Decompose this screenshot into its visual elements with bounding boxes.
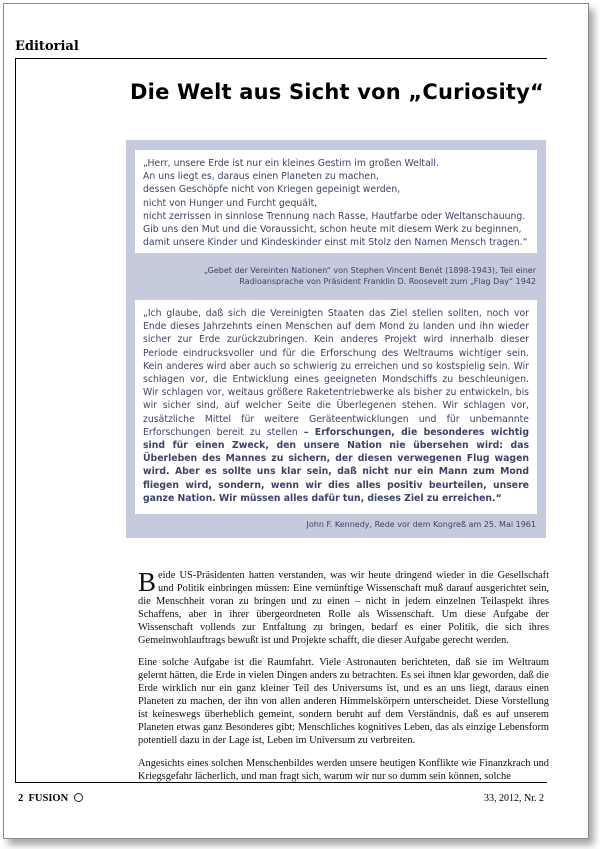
article-title: Die Welt aus Sicht von „Curiosity“ [130, 80, 544, 104]
top-rule [15, 58, 547, 59]
quote-prayer-text [135, 150, 537, 249]
quote-kennedy-attribution: John F. Kennedy, Rede vor dem Kongreß am 25. Mai 1961 [306, 520, 536, 529]
body-paragraph-text: eide US-Präsidenten hatten verstanden, was wir heute dringend wieder in die Gesellschaft und Politik einbringen müssen: Eine vernünftige Wissenschaft muß darauf ausgerichtet sein, die Menschheit voran zu bringen und zu einen – nicht in jedem einzelnen Teilaspekt ihres Schaffens, aber in ihrer übergeordneten Rolle als Wissenschaft. Um diese Aufgabe der Wissenschaft vollends zur Entfaltung zu bringen, bedarf es einer Politik, die sich ihres Gemeinwohlauftrags bewußt ist und Projekte schafft, die dieser Aufgabe gerecht werden. [138, 570, 549, 646]
quote-prayer-attribution [144, 265, 536, 287]
quote-box-prayer [135, 150, 537, 253]
section-label: Editorial [15, 39, 79, 54]
page-number: 2 [18, 793, 24, 804]
footer-publication [18, 793, 83, 804]
quote-kennedy-bold: – Erforschungen, die besonderes wichtig sind für einen Zweck, den unsere Nation nie übersehen wird: das Überleben des Mannes zu sichern, der diesen verwegenen Flug wagen wird. Aber es sollte uns klar sein, daß nicht nur ein Mann zum Mond fliegen wird, sondern, wenn wir dies alles positiv beurteilen, unsere ganze Nation. Wir müssen alles dafür tun, dieses Ziel zu erreichen.“ [143, 426, 529, 504]
quote-line: nicht zerrissen in sinnlose Trennung nach Rasse, Hautfarbe oder Weltanschauung. [143, 210, 526, 222]
drop-cap: B [138, 567, 157, 597]
circle-icon [74, 793, 83, 802]
quote-line: nicht von Hunger und Furcht gequält, [143, 197, 318, 209]
quote-line: „Herr, unsere Erde ist nur ein kleines Gestirn im großen Weltall. [143, 158, 439, 169]
left-rule [15, 58, 16, 783]
footer-issue: 33, 2012, Nr. 2 [484, 793, 544, 804]
body-paragraph [138, 567, 549, 647]
attribution-line: Radioansprache von Präsident Franklin D. Roosevelt zum „Flag Day“ 1942 [239, 277, 536, 286]
body-paragraph: Eine solche Aufgabe ist die Raumfahrt. Viele Astronauten berichteten, daß sie im Weltraum gelernt hätten, die Erde in vielen Dingen anders zu betrachten. Es sei ihnen klar geworden, daß die Erde wirklich nur ein ganz kleiner Teil des Universums ist, und es an uns liegt, daraus einen Planeten zu machen, der ihn von allen anderen Himmelskörpern unterscheidet. Diese Vorstellung ist keineswegs überheblich gemeint, sondern beruht auf dem Verständnis, daß es auf unserem Planeten etwas ganz Besonderes gibt: Menschliches kognitives Leben, das als einzige Lebensform potentiell dazu in der Lage ist, Leben im Universum zu verbreiten. [138, 657, 549, 746]
quote-line: dessen Geschöpfe nicht von Kriegen gepeinigt werden, [143, 184, 401, 196]
quote-kennedy-regular: „Ich glaube, daß sich die Vereinigten Staaten das Ziel stellen sollten, noch vor Ende dieses Jahrzehnts einen Menschen auf dem Mond zu landen und ihn wieder sicher zur Erde zurückzubringen. Kein anderes Projekt wird innerhalb dieser Periode eindrucksvoller und für die Erforschung des Weltraums wichtiger sein. Kein anderes wird aber auch so schwierig zu erreichen und so kostspielig sein. Wir schlagen vor, die Entwicklung eines geeigneten Mondschiffs zu beschleunigen. Wir schlagen vor, weitaus größere Raketentriebwerke als bisher zu entwickeln, bis wir sicher sind, auf welcher Seite die Überlegenen stehen. Wir schlagen vor, zusätzliche Mittel für weitere Geräteentwicklungen und für unbemannte Erforschungen bereit zu stellen [143, 308, 529, 438]
quote-line: Gib uns den Mut und die Voraussicht, schon heute mit diesem Werk zu beginnen, [143, 224, 522, 236]
attribution-line: „Gebet der Vereinten Nationen“ von Stephen Vincent Benét (1898-1943), Teil einer [203, 266, 536, 275]
quote-box-kennedy [135, 300, 537, 514]
quote-line: damit unsere Kinder und Kindeskinder einst mit Stolz den Namen Mensch tragen.“ [143, 237, 528, 249]
body-paragraph: Angesichts eines solchen Menschenbildes werden unsere heutigen Konflikte wie Finanzkrach und Kriegsgefahr lächerlich, und man fragt sich, warum wir nur so dumm sein können, solche [138, 757, 549, 782]
quote-kennedy-text [135, 300, 537, 505]
magazine-page [3, 3, 589, 839]
publication-name: FUSION [28, 793, 69, 804]
quote-line: An uns liegt es, daraus einen Planeten zu machen, [143, 171, 379, 183]
article-body [138, 567, 549, 794]
